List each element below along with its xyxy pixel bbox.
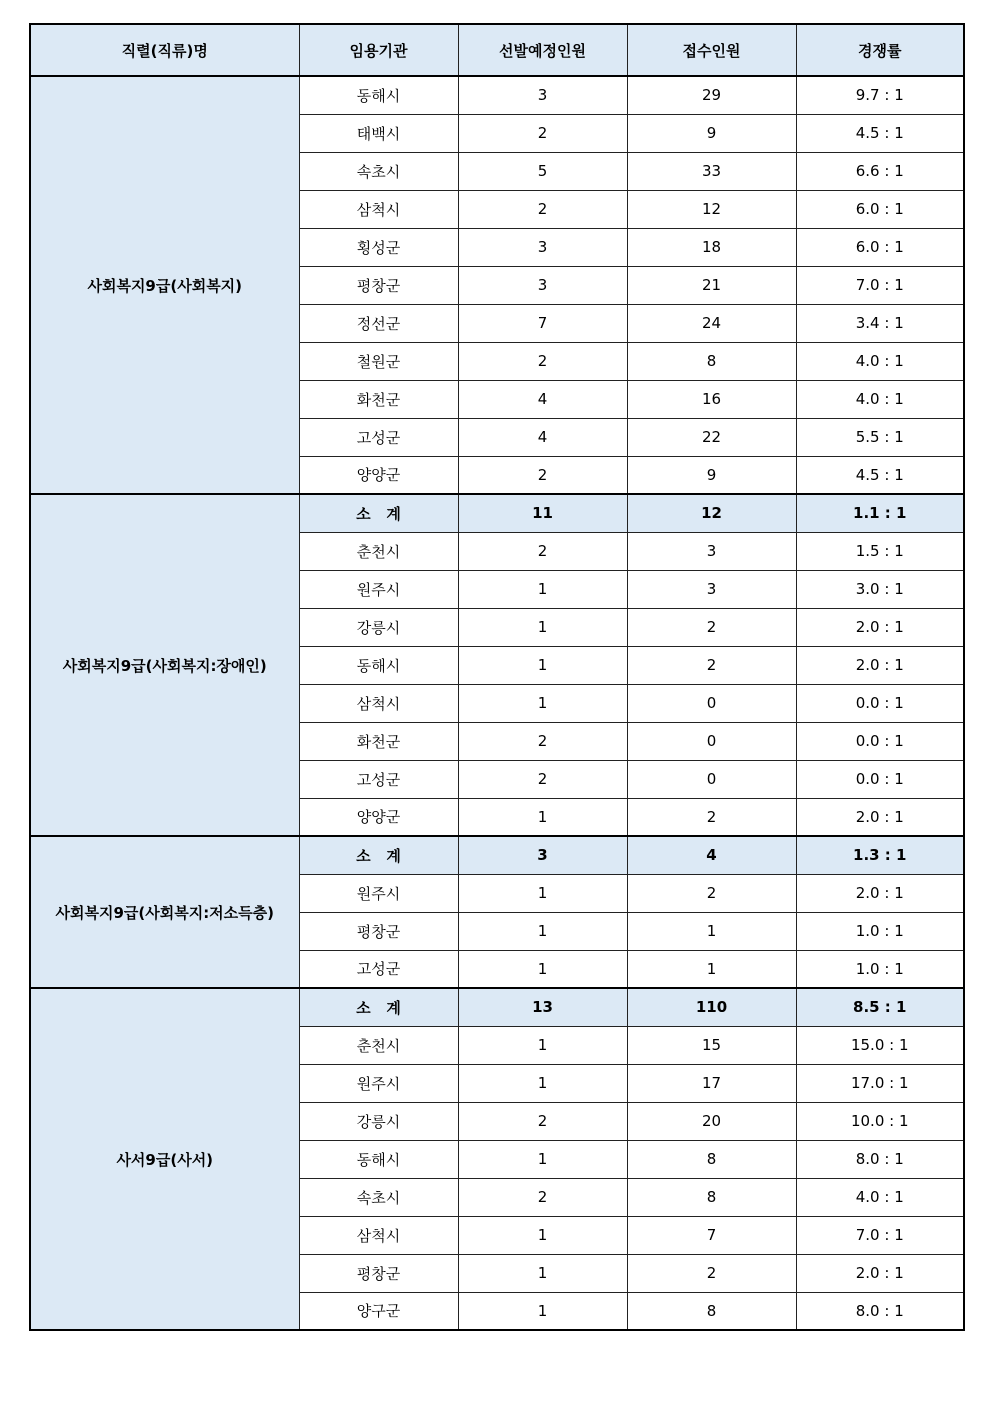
ratio-cell: 2.0 : 1 <box>796 874 964 912</box>
ratio-cell: 8.0 : 1 <box>796 1140 964 1178</box>
ratio-cell: 6.6 : 1 <box>796 152 964 190</box>
planned-cell: 1 <box>458 1216 627 1254</box>
applied-cell: 2 <box>627 798 796 836</box>
agency-cell: 양구군 <box>299 1292 458 1330</box>
applied-cell: 17 <box>627 1064 796 1102</box>
planned-cell: 1 <box>458 950 627 988</box>
agency-cell: 강릉시 <box>299 1102 458 1140</box>
competition-ratio-table <box>29 23 965 1331</box>
agency-cell: 동해시 <box>299 1140 458 1178</box>
applied-cell: 16 <box>627 380 796 418</box>
applied-cell: 12 <box>627 190 796 228</box>
applied-cell: 29 <box>627 76 796 114</box>
ratio-cell: 17.0 : 1 <box>796 1064 964 1102</box>
agency-cell: 원주시 <box>299 1064 458 1102</box>
agency-cell: 양양군 <box>299 798 458 836</box>
planned-cell: 3 <box>458 76 627 114</box>
ratio-cell: 8.5 : 1 <box>796 988 964 1026</box>
planned-cell: 2 <box>458 342 627 380</box>
agency-cell: 춘천시 <box>299 1026 458 1064</box>
ratio-cell: 1.1 : 1 <box>796 494 964 532</box>
agency-cell: 강릉시 <box>299 608 458 646</box>
planned-cell: 1 <box>458 684 627 722</box>
planned-cell: 2 <box>458 1178 627 1216</box>
applied-cell: 0 <box>627 722 796 760</box>
applied-cell: 20 <box>627 1102 796 1140</box>
ratio-cell: 2.0 : 1 <box>796 798 964 836</box>
planned-cell: 1 <box>458 1140 627 1178</box>
applied-cell: 12 <box>627 494 796 532</box>
applied-cell: 1 <box>627 912 796 950</box>
ratio-cell: 2.0 : 1 <box>796 608 964 646</box>
planned-cell: 1 <box>458 570 627 608</box>
planned-cell: 1 <box>458 912 627 950</box>
ratio-cell: 0.0 : 1 <box>796 722 964 760</box>
agency-cell: 고성군 <box>299 418 458 456</box>
agency-cell: 속초시 <box>299 152 458 190</box>
planned-cell: 2 <box>458 1102 627 1140</box>
subtotal-row <box>30 836 964 874</box>
agency-cell: 평창군 <box>299 912 458 950</box>
planned-cell: 1 <box>458 646 627 684</box>
subtotal-row <box>30 494 964 532</box>
ratio-cell: 1.0 : 1 <box>796 950 964 988</box>
planned-cell: 1 <box>458 1254 627 1292</box>
applied-cell: 22 <box>627 418 796 456</box>
ratio-cell: 4.5 : 1 <box>796 114 964 152</box>
applied-cell: 15 <box>627 1026 796 1064</box>
agency-cell: 고성군 <box>299 950 458 988</box>
planned-cell: 2 <box>458 114 627 152</box>
planned-cell: 1 <box>458 798 627 836</box>
applied-cell: 9 <box>627 456 796 494</box>
planned-cell: 2 <box>458 760 627 798</box>
agency-cell: 동해시 <box>299 76 458 114</box>
ratio-cell: 7.0 : 1 <box>796 266 964 304</box>
ratio-cell: 0.0 : 1 <box>796 760 964 798</box>
agency-cell: 화천군 <box>299 722 458 760</box>
header-applied: 접수인원 <box>627 24 796 76</box>
planned-cell: 3 <box>458 228 627 266</box>
ratio-cell: 1.0 : 1 <box>796 912 964 950</box>
header-ratio: 경쟁률 <box>796 24 964 76</box>
agency-cell: 삼척시 <box>299 684 458 722</box>
agency-cell: 소 계 <box>299 494 458 532</box>
ratio-cell: 3.4 : 1 <box>796 304 964 342</box>
agency-cell: 평창군 <box>299 266 458 304</box>
applied-cell: 21 <box>627 266 796 304</box>
applied-cell: 4 <box>627 836 796 874</box>
applied-cell: 1 <box>627 950 796 988</box>
agency-cell: 속초시 <box>299 1178 458 1216</box>
agency-cell: 평창군 <box>299 1254 458 1292</box>
ratio-cell: 4.0 : 1 <box>796 380 964 418</box>
applied-cell: 3 <box>627 532 796 570</box>
applied-cell: 33 <box>627 152 796 190</box>
ratio-cell: 4.0 : 1 <box>796 342 964 380</box>
header-row <box>30 24 964 76</box>
ratio-cell: 4.0 : 1 <box>796 1178 964 1216</box>
agency-cell: 철원군 <box>299 342 458 380</box>
job-series-cell: 사회복지9급(사회복지:장애인) <box>30 494 299 836</box>
planned-cell: 13 <box>458 988 627 1026</box>
applied-cell: 8 <box>627 1178 796 1216</box>
ratio-cell: 7.0 : 1 <box>796 1216 964 1254</box>
planned-cell: 4 <box>458 380 627 418</box>
agency-cell: 고성군 <box>299 760 458 798</box>
applied-cell: 0 <box>627 684 796 722</box>
agency-cell: 동해시 <box>299 646 458 684</box>
planned-cell: 1 <box>458 1064 627 1102</box>
job-series-cell: 사회복지9급(사회복지) <box>30 76 299 494</box>
applied-cell: 18 <box>627 228 796 266</box>
planned-cell: 1 <box>458 1026 627 1064</box>
applied-cell: 2 <box>627 646 796 684</box>
planned-cell: 1 <box>458 1292 627 1330</box>
ratio-cell: 9.7 : 1 <box>796 76 964 114</box>
agency-cell: 삼척시 <box>299 1216 458 1254</box>
ratio-cell: 5.5 : 1 <box>796 418 964 456</box>
planned-cell: 2 <box>458 532 627 570</box>
agency-cell: 원주시 <box>299 874 458 912</box>
table-body <box>30 76 964 1330</box>
header-planned: 선발예정인원 <box>458 24 627 76</box>
planned-cell: 1 <box>458 608 627 646</box>
applied-cell: 3 <box>627 570 796 608</box>
job-series-cell: 사서9급(사서) <box>30 988 299 1330</box>
table-row <box>30 76 964 114</box>
ratio-cell: 6.0 : 1 <box>796 228 964 266</box>
planned-cell: 7 <box>458 304 627 342</box>
planned-cell: 1 <box>458 874 627 912</box>
applied-cell: 2 <box>627 608 796 646</box>
agency-cell: 양양군 <box>299 456 458 494</box>
agency-cell: 원주시 <box>299 570 458 608</box>
agency-cell: 삼척시 <box>299 190 458 228</box>
applied-cell: 9 <box>627 114 796 152</box>
agency-cell: 화천군 <box>299 380 458 418</box>
agency-cell: 소 계 <box>299 836 458 874</box>
planned-cell: 3 <box>458 266 627 304</box>
applied-cell: 8 <box>627 1140 796 1178</box>
ratio-cell: 4.5 : 1 <box>796 456 964 494</box>
planned-cell: 11 <box>458 494 627 532</box>
applied-cell: 2 <box>627 874 796 912</box>
planned-cell: 2 <box>458 456 627 494</box>
subtotal-row <box>30 988 964 1026</box>
planned-cell: 2 <box>458 190 627 228</box>
ratio-cell: 8.0 : 1 <box>796 1292 964 1330</box>
header-job-series: 직렬(직류)명 <box>30 24 299 76</box>
agency-cell: 횡성군 <box>299 228 458 266</box>
ratio-cell: 2.0 : 1 <box>796 646 964 684</box>
applied-cell: 8 <box>627 1292 796 1330</box>
applied-cell: 2 <box>627 1254 796 1292</box>
applied-cell: 110 <box>627 988 796 1026</box>
ratio-cell: 2.0 : 1 <box>796 1254 964 1292</box>
applied-cell: 0 <box>627 760 796 798</box>
agency-cell: 소 계 <box>299 988 458 1026</box>
job-series-cell: 사회복지9급(사회복지:저소득층) <box>30 836 299 988</box>
ratio-cell: 10.0 : 1 <box>796 1102 964 1140</box>
agency-cell: 춘천시 <box>299 532 458 570</box>
agency-cell: 정선군 <box>299 304 458 342</box>
header-agency: 임용기관 <box>299 24 458 76</box>
planned-cell: 4 <box>458 418 627 456</box>
planned-cell: 2 <box>458 722 627 760</box>
ratio-cell: 15.0 : 1 <box>796 1026 964 1064</box>
applied-cell: 24 <box>627 304 796 342</box>
agency-cell: 태백시 <box>299 114 458 152</box>
applied-cell: 7 <box>627 1216 796 1254</box>
ratio-cell: 6.0 : 1 <box>796 190 964 228</box>
ratio-cell: 1.5 : 1 <box>796 532 964 570</box>
planned-cell: 5 <box>458 152 627 190</box>
ratio-cell: 3.0 : 1 <box>796 570 964 608</box>
planned-cell: 3 <box>458 836 627 874</box>
ratio-cell: 0.0 : 1 <box>796 684 964 722</box>
applied-cell: 8 <box>627 342 796 380</box>
ratio-cell: 1.3 : 1 <box>796 836 964 874</box>
